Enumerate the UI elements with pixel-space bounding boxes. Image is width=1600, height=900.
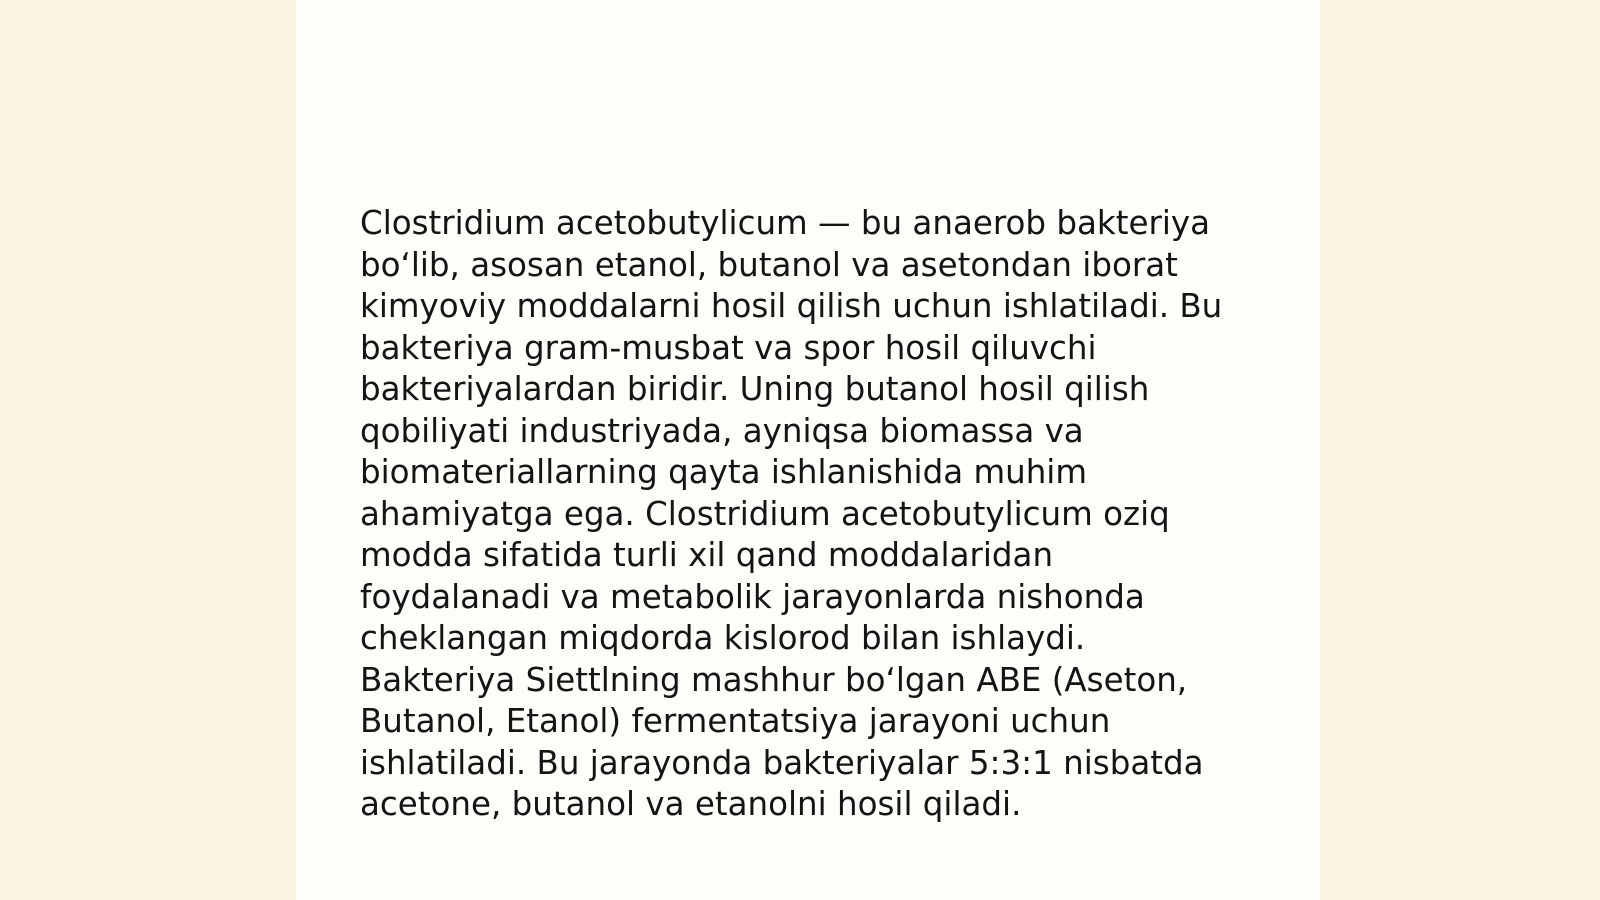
paragraph-line: Butanol, Etanol) fermentatsiya jarayoni uchun	[360, 702, 1111, 740]
paragraph-line: ishlatiladi. Bu jarayonda bakteriyalar 5:3:1 nisbatda	[360, 743, 1204, 782]
paragraph-line: kimyoviy moddalarni hosil qilish uchun ishlatiladi. Bu	[360, 287, 1223, 325]
paragraph-line: acetone, butanol va etanolni hosil qiladi.	[360, 785, 1022, 823]
paragraph-line: bakteriyalardan biridir. Uning butanol hosil qilish	[360, 370, 1150, 408]
paragraph-line: ahamiyatga ega. Clostridium acetobutylicum oziq	[360, 494, 1170, 533]
paragraph-line: bo‘lib, asosan etanol, butanol va asetondan iborat	[360, 245, 1178, 284]
right-margin-background	[1320, 0, 1600, 900]
paragraph-line: cheklangan miqdorda kislorod bilan ishlaydi.	[360, 619, 1086, 657]
paragraph-line: biomateriallarning qayta ishlanishida muhim	[360, 453, 1087, 491]
body-paragraph	[360, 203, 1260, 826]
paragraph-line: Clostridium acetobutylicum — bu anaerob bakteriya	[360, 204, 1210, 242]
left-margin-background	[0, 0, 296, 900]
paragraph-line: qobiliyati industriyada, ayniqsa biomassa va	[360, 411, 1084, 450]
paragraph-line: Bakteriya Siettlning mashhur bo‘lgan ABE (Aseton,	[360, 660, 1188, 699]
paragraph-line: modda sifatida turli xil qand moddalaridan	[360, 536, 1054, 574]
paragraph-line: bakteriya gram-musbat va spor hosil qiluvchi	[360, 328, 1097, 367]
paragraph-line: foydalanadi va metabolik jarayonlarda nishonda	[360, 577, 1145, 616]
document-page	[296, 0, 1320, 900]
